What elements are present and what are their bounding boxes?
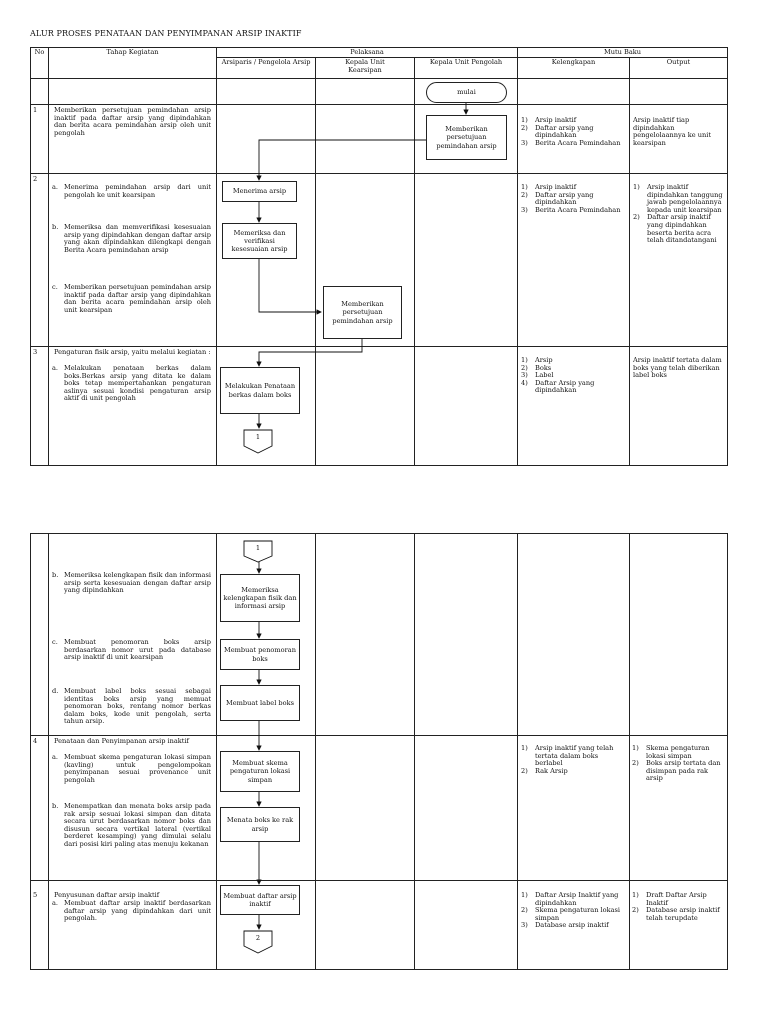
list-item: 2) Skema pengaturan lokasi simpan: [521, 906, 621, 922]
list-item: 2) Daftar arsip yang dipindahkan: [521, 190, 594, 207]
row-5-no: 5: [33, 891, 38, 899]
flow-box-skema-lokasi: Membuat skema pengaturan lokasi simpan: [220, 751, 300, 792]
list-item: 1) Arsip inaktif yang telah tertata dalam boks berlabel: [521, 744, 614, 768]
document-title: ALUR PROSES PENATAAN DAN PENYIMPANAN ARSIP INAKTIF: [30, 29, 302, 38]
row-3-item-c: c. Membuat penomoran boks arsip berdasarkan nomor urut pada database arsip inaktif di unit kearsipan: [52, 638, 211, 662]
header-kepala-unit-kearsipan: Kepala Unit Kearsipan: [345, 58, 385, 74]
row-4-kelengkapan: [521, 745, 626, 775]
connector-1-label: 1: [255, 433, 261, 441]
row-3-kelengkapan: [521, 357, 626, 395]
row-5-kelengkapan: [521, 892, 626, 930]
header-tahap-kegiatan: Tahap Kegiatan: [106, 48, 159, 56]
row-2-output: [633, 184, 725, 245]
flow-start-mulai: mulai: [426, 82, 507, 103]
flow-box-daftar-inaktif: Membuat daftar arsip inaktif: [220, 885, 300, 915]
row-5-item-a: a. Membuat daftar arsip inaktif berdasarkan daftar arsip yang dipindahkan dari unit pengolah.: [52, 899, 211, 923]
list-item: 3) Label: [521, 371, 554, 380]
row-3-item-d: d. Membuat label boks sesuai sebagai identitas boks arsip yang memuat penomoran boks, rentang nomor berkas dalam boks, kode unit pengolah, serta tahun arsip.: [52, 687, 211, 726]
row-4-no: 4: [33, 737, 38, 745]
flow-box-verifikasi: Memeriksa dan verifikasi kesesuaian arsip: [222, 223, 297, 259]
row-4-item-a: a. Membuat skema pengaturan lokasi simpan (kavling) untuk pengelompokan penyimpanan sesuai provenance unit pengolah: [52, 753, 211, 784]
flow-box-penomoran-boks: Membuat penomoran boks: [220, 639, 300, 670]
flow-box-kelengkapan-fisik: Memeriksa kelengkapan fisik dan informasi arsip: [220, 574, 300, 622]
list-item: 1) Arsip: [521, 356, 553, 364]
row-3-item-a: a. Melakukan penataan berkas dalam boks.Berkas arsip yang ditata ke dalam boks tetap mempertahankan pengaturan aslinya sesuai kondisi pengaturan arsip aktif di unit pengolah: [52, 364, 211, 403]
list-item: 3) Berita Acara Pemindahan: [521, 205, 621, 214]
list-item: 1) Arsip inaktif dipindahkan tanggung jawab pengelolaannya kepada unit kearsipan: [633, 183, 723, 214]
row-4-heading: Penataan dan Penyimpanan arsip inaktif: [54, 737, 189, 745]
list-item: 1) Draft Daftar Arsip Inaktif: [632, 891, 707, 907]
list-item: 3) Database arsip inaktif: [521, 921, 609, 930]
connector-1b-label: 1: [255, 544, 261, 552]
header-kelengkapan: Kelengkapan: [551, 58, 596, 66]
flow-box-persetujuan-pengolah: Memberikan persetujuan pemindahan arsip: [426, 115, 507, 160]
row-2-item-a: a. Menerima pemindahan arsip dari unit pengolah ke unit kearsipan: [52, 183, 211, 199]
list-item: 1) Arsip inaktif: [521, 116, 577, 124]
row-4-item-b: b. Menempatkan dan menata boks arsip pada rak arsip sesuai lokasi simpan dan ditata secara urut berdasarkan nomor boks dan disusun secara vertikal lateral (vertikal berderet kesamping) yang dimulai selalu dari posisi kiri paling atas menuju kekanan: [52, 802, 211, 848]
row-5-output: [632, 892, 725, 922]
row-2-kelengkapan: [521, 184, 626, 214]
row-2-no: 2: [33, 175, 38, 183]
flow-box-menata-rak: Menata boks ke rak arsip: [220, 807, 300, 842]
row-5-heading: Penyusunan daftar arsip inaktif: [54, 891, 160, 899]
header-pelaksana: Pelaksana: [350, 48, 384, 56]
flow-box-label-boks: Membuat label boks: [220, 685, 300, 721]
list-item: 2) Rak Arsip: [521, 766, 568, 775]
row-1-tahap: Memberikan persetujuan pemindahan arsip inaktif pada daftar arsip yang dipindahkan dan berita acara pemindahan arsip oleh unit pengolah: [54, 106, 211, 137]
flow-box-penataan-berkas: Melakukan Penataan berkas dalam boks: [220, 367, 300, 414]
flow-box-persetujuan-kearsipan: Memberikan persetujuan pemindahan arsip: [323, 286, 402, 339]
row-3-heading: Pengaturan fisik arsip, yaitu melalui kegiatan :: [54, 348, 211, 356]
header-output: Output: [666, 58, 691, 66]
row-2-item-c: c. Memberikan persetujuan pemindahan arsip inaktif pada daftar arsip yang dipindahkan dan berita acara pemindahan arsip oleh unit kearsipan: [52, 283, 211, 314]
row-1-kelengkapan: [521, 117, 626, 147]
list-item: 3) Berita Acara Pemindahan: [521, 138, 621, 147]
header-mutu-baku: Mutu Baku: [603, 48, 641, 56]
row-1-output: Arsip inaktif tiap dipindahkan pengelolaannya ke unit kearsipan: [633, 116, 712, 147]
header-kepala-unit-pengolah: Kepala Unit Pengolah: [429, 58, 503, 66]
header-arsiparis: Arsiparis / Pengelola Arsip: [221, 58, 311, 66]
list-item: 2) Daftar arsip yang dipindahkan: [521, 123, 594, 140]
list-item: 1) Skema pengaturan lokasi simpan: [632, 744, 710, 760]
list-item: 1) Daftar Arsip Inaktif yang dipindahkan: [521, 891, 619, 907]
list-item: 1) Arsip inaktif: [521, 183, 577, 191]
row-3-output: Arsip inaktif tertata dalam boks yang telah diberikan label boks: [633, 356, 722, 380]
row-2-item-b: b. Memeriksa dan memverifikasi kesesuaian arsip yang dipindahkan dengan daftar arsip yang akan dipindahkan dilengkapi dengan Berita Acara pemindahan arsip: [52, 223, 211, 254]
row-1-no: 1: [33, 106, 38, 114]
list-item: 2) Daftar arsip inaktif yang dipindahkan beserta berita acra telah ditandatangani: [633, 213, 717, 245]
list-item: 2) Boks: [521, 363, 552, 372]
header-no: No: [34, 48, 45, 56]
list-item: 2) Boks arsip tertata dan disimpan pada rak arsip: [632, 759, 721, 783]
list-item: 2) Database arsip inaktif telah terupdate: [632, 906, 720, 922]
row-4-output: [632, 745, 725, 783]
connector-2-label: 2: [255, 934, 261, 942]
flow-box-menerima-arsip: Menerima arsip: [222, 181, 297, 202]
row-3-item-b: b. Memeriksa kelengkapan fisik dan informasi arsip serta kesesuaian dengan daftar arsip yang dipindahkan: [52, 571, 211, 595]
row-3-no: 3: [33, 348, 38, 356]
list-item: 4) Daftar Arsip yang dipindahkan: [521, 378, 595, 395]
